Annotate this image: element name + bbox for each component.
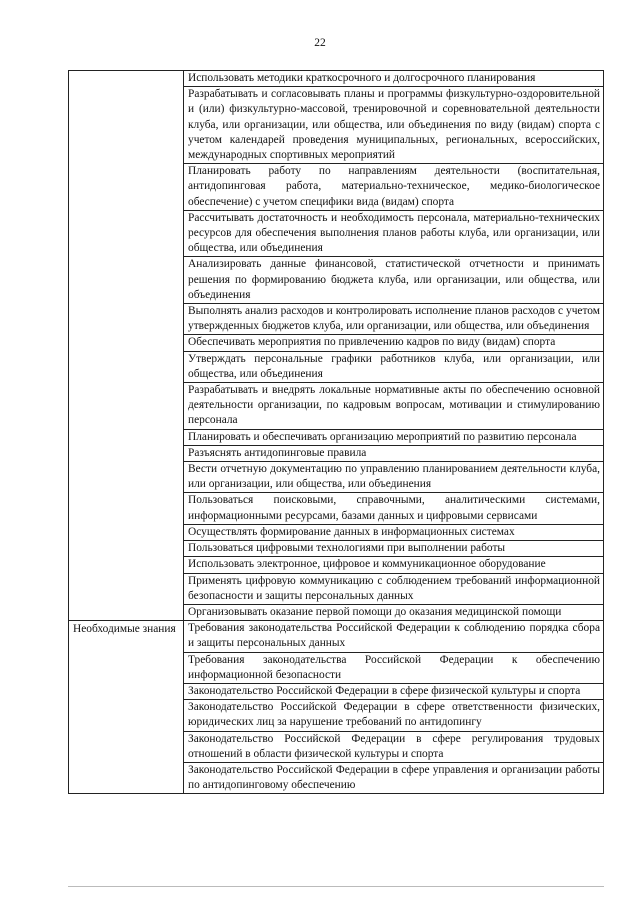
requirement-text: Требования законодательства Российской Федерации к обеспечению информационной безопасности xyxy=(184,652,604,683)
requirement-text: Применять цифровую коммуникацию с соблюдением требований информационной безопасности и защиты персональных данных xyxy=(184,573,604,604)
table-row xyxy=(69,71,604,87)
page-bottom-rule xyxy=(68,886,604,887)
requirement-text: Разрабатывать и согласовывать планы и программы физкультурно-оздоровительной и (или) физкультурно-массовой, тренировочной и соревновательной деятельности клуба, или организации, или общества, или объединения по виду (видам) спорта с учетом календарей проведения муниципальных, региональных, всероссийских, международных спортивных мероприятий xyxy=(184,87,604,164)
requirement-text: Пользоваться поисковыми, справочными, аналитическими системами, информационными ресурсами, базами данных и цифровыми сервисами xyxy=(184,493,604,524)
requirement-text: Утверждать персональные графики работников клуба, или организации, или общества, или объединения xyxy=(184,351,604,382)
requirement-text: Осуществлять формирование данных в информационных системах xyxy=(184,524,604,540)
requirement-text: Рассчитывать достаточность и необходимость персонала, материально-технических ресурсов для обеспечения выполнения планов работы клуба, или организации, или общества, или объединения xyxy=(184,210,604,257)
requirement-text: Вести отчетную документацию по управлению планированием деятельности клуба, или организации, или общества, или объединения xyxy=(184,462,604,493)
requirement-text: Законодательство Российской Федерации в сфере ответственности физических, юридических лиц за нарушение требований по антидопингу xyxy=(184,700,604,731)
requirement-text: Организовывать оказание первой помощи до оказания медицинской помощи xyxy=(184,604,604,620)
requirement-text: Выполнять анализ расходов и контролировать исполнение планов расходов с учетом утвержденных бюджетов клуба, или организации, или общества, или объединения xyxy=(184,304,604,335)
requirement-text: Требования законодательства Российской Федерации к соблюдению порядка сбора и защиты персональных данных xyxy=(184,621,604,652)
requirement-text: Законодательство Российской Федерации в сфере физической культуры и спорта xyxy=(184,683,604,699)
requirement-text: Планировать работу по направлениям деятельности (воспитательная, антидопинговая работа, материально-техническое, медико-биологическое обеспечение) с учетом специфики вида (видам) спорта xyxy=(184,164,604,211)
requirement-text: Пользоваться цифровыми технологиями при выполнении работы xyxy=(184,541,604,557)
requirement-text: Законодательство Российской Федерации в сфере управления и организации работы по антидопинговому обеспечению xyxy=(184,762,604,793)
requirement-text: Использовать электронное, цифровое и коммуникационное оборудование xyxy=(184,557,604,573)
requirement-text: Разрабатывать и внедрять локальные нормативные акты по обеспечению основной деятельности организации, по кадровым вопросам, мотивации и стимулированию персонала xyxy=(184,383,604,430)
requirement-text: Разъяснять антидопинговые правила xyxy=(184,445,604,461)
table-row xyxy=(69,621,604,652)
requirement-text: Законодательство Российской Федерации в сфере регулирования трудовых отношений в области физической культуры и спорта xyxy=(184,731,604,762)
page-number: 22 xyxy=(314,37,326,49)
requirement-text: Использовать методики краткосрочного и долгосрочного планирования xyxy=(184,71,604,87)
requirement-text: Анализировать данные финансовой, статистической отчетности и принимать решения по формированию бюджета клуба, или организации, или общества, или объединения xyxy=(184,257,604,304)
skills-knowledge-table xyxy=(68,70,604,794)
row-label-cell xyxy=(69,621,184,794)
requirement-text: Обеспечивать мероприятия по привлечению кадров по виду (видам) спорта xyxy=(184,335,604,351)
row-label: Необходимые знания xyxy=(73,623,176,636)
requirement-text: Планировать и обеспечивать организацию мероприятий по развитию персонала xyxy=(184,429,604,445)
row-label-cell xyxy=(69,71,184,621)
